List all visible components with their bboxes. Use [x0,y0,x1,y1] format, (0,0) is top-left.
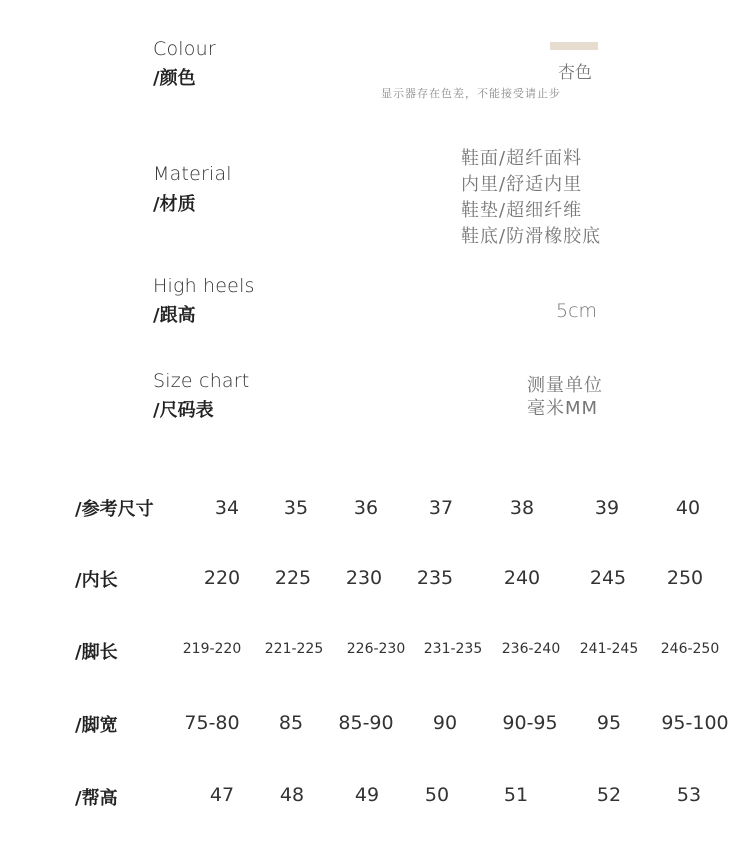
material-label-cn: /材质 [153,194,196,215]
table-cell: 246-250 [660,641,720,657]
table-cell: 53 [676,784,702,806]
colour-swatch [550,42,598,50]
material-line: 鞋垫/超细纤维 [461,200,583,221]
table-cell: 235 [416,567,454,589]
material-line: 鞋面/超纤面料 [461,148,583,169]
table-cell: 95-100 [661,712,729,734]
heels-label-en: High heels [153,275,255,297]
material-line: 内里/舒适内里 [461,174,583,195]
row-label-foot-length: /脚长 [75,642,118,663]
table-cell: 241-245 [579,641,639,657]
size-chart-label-cn: /尺码表 [153,400,214,421]
table-cell: 95 [596,712,622,734]
table-cell: 34 [214,497,240,519]
table-cell: 85-90 [338,712,394,734]
row-label-upper-height: /帮高 [75,788,118,809]
size-chart-label-en: Size chart [153,370,250,392]
table-cell: 40 [675,497,701,519]
measurement-unit [527,374,603,420]
material-list [461,146,601,250]
table-cell: 50 [424,784,450,806]
table-cell: 36 [353,497,379,519]
colour-value: 杏色 [558,63,592,83]
table-cell: 85 [278,712,304,734]
table-cell: 35 [283,497,309,519]
unit-line: 毫米MM [527,398,599,419]
colour-label-en: Colour [153,38,216,60]
table-cell: 236-240 [501,641,561,657]
colour-label-cn: /颜色 [153,68,196,89]
material-line: 鞋底/防滑橡胶底 [461,226,602,247]
row-label-foot-width: /脚宽 [75,715,118,736]
table-cell: 47 [209,784,235,806]
table-cell: 39 [594,497,620,519]
row-label-inner-length: /内长 [75,570,118,591]
table-cell: 38 [509,497,535,519]
table-cell: 250 [666,567,704,589]
table-cell: 231-235 [423,641,483,657]
table-cell: 75-80 [184,712,240,734]
unit-line: 测量单位 [527,375,603,396]
table-cell: 49 [354,784,380,806]
table-cell: 220 [203,567,241,589]
table-cell: 245 [589,567,627,589]
table-cell: 230 [345,567,383,589]
table-cell: 48 [279,784,305,806]
table-cell: 90 [432,712,458,734]
table-cell: 90-95 [502,712,558,734]
table-cell: 240 [503,567,541,589]
heels-value: 5cm [556,300,598,322]
material-label-en: Material [153,163,232,185]
colour-disclaimer: 显示器存在色差，不能接受请止步 [381,87,561,100]
heels-label-cn: /跟高 [153,305,196,326]
table-cell: 51 [503,784,529,806]
row-label-ref-size: /参考尺寸 [75,499,154,520]
table-cell: 221-225 [264,641,324,657]
table-cell: 37 [428,497,454,519]
table-cell: 52 [596,784,622,806]
table-cell: 225 [274,567,312,589]
table-cell: 219-220 [182,641,242,657]
table-cell: 226-230 [346,641,406,657]
